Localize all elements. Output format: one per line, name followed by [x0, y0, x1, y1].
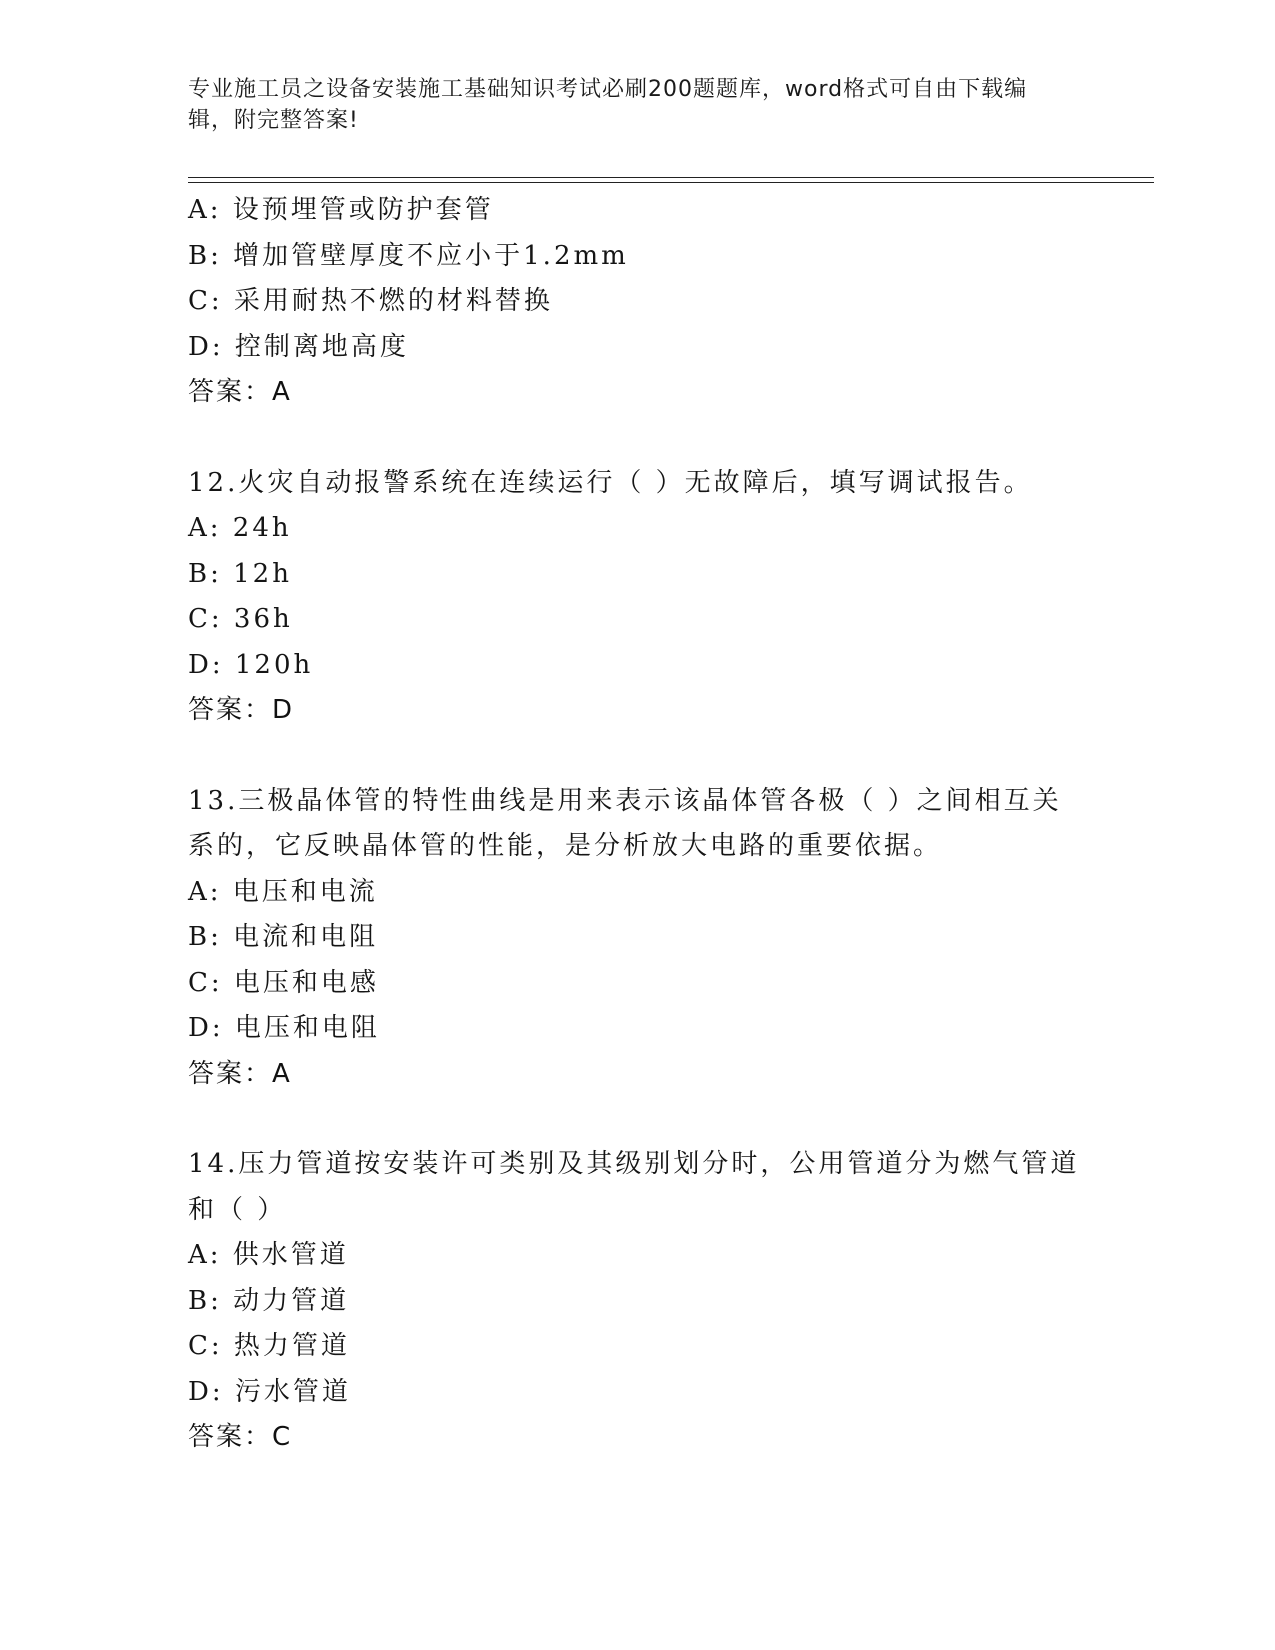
spacer — [188, 416, 1088, 461]
question-list — [188, 188, 1088, 1461]
option-c: C: 热力管道 — [188, 1331, 350, 1361]
option-c: C: 电压和电感 — [188, 967, 379, 998]
option-b: B: 动力管道 — [188, 1285, 350, 1316]
question-stem: 12.火灾自动报警系统在连续运行（ ）无故障后，填写调试报告。 — [188, 467, 1033, 498]
document-header: 专业施工员之设备安装施工基础知识考试必刷200题题库，word格式可自由下载编辑，附完整答案! — [188, 77, 1028, 133]
question-stem: 14.压力管道按安装许可类别及其级别划分时，公用管道分为燃气管道和（ ） — [188, 1149, 1080, 1225]
answer-line: 答案：D — [188, 695, 295, 725]
option-b: B: 增加管壁厚度不应小于1.2mm — [188, 240, 629, 271]
answer-line: 答案：C — [188, 1422, 293, 1452]
question-block-14 — [188, 1142, 1088, 1461]
option-a: A: 设预埋管或防护套管 — [188, 195, 494, 225]
option-d: D: 控制离地高度 — [188, 331, 409, 362]
header-divider-secondary — [188, 182, 1154, 183]
question-block-11 — [188, 188, 1088, 416]
option-c: C: 36h — [188, 604, 293, 634]
option-a: A: 供水管道 — [188, 1240, 349, 1270]
option-b: B: 12h — [188, 558, 292, 589]
option-c: C: 采用耐热不燃的材料替换 — [188, 286, 553, 316]
question-block-13 — [188, 779, 1088, 1098]
spacer — [188, 734, 1088, 779]
question-stem: 13.三极晶体管的特性曲线是用来表示该晶体管各极（ ）之间相互关系的，它反映晶体管的性能，是分析放大电路的重要依据。 — [188, 785, 1062, 861]
option-d: D: 120h — [188, 649, 314, 680]
question-block-12 — [188, 461, 1088, 734]
option-a: A: 24h — [188, 513, 292, 543]
option-a: A: 电压和电流 — [188, 876, 378, 907]
option-d: D: 电压和电阻 — [188, 1013, 380, 1043]
spacer — [188, 1097, 1088, 1142]
answer-line: 答案：A — [188, 377, 292, 407]
option-d: D: 污水管道 — [188, 1376, 351, 1407]
header-divider — [188, 177, 1154, 178]
answer-line: 答案：A — [188, 1058, 292, 1089]
option-b: B: 电流和电阻 — [188, 922, 379, 952]
